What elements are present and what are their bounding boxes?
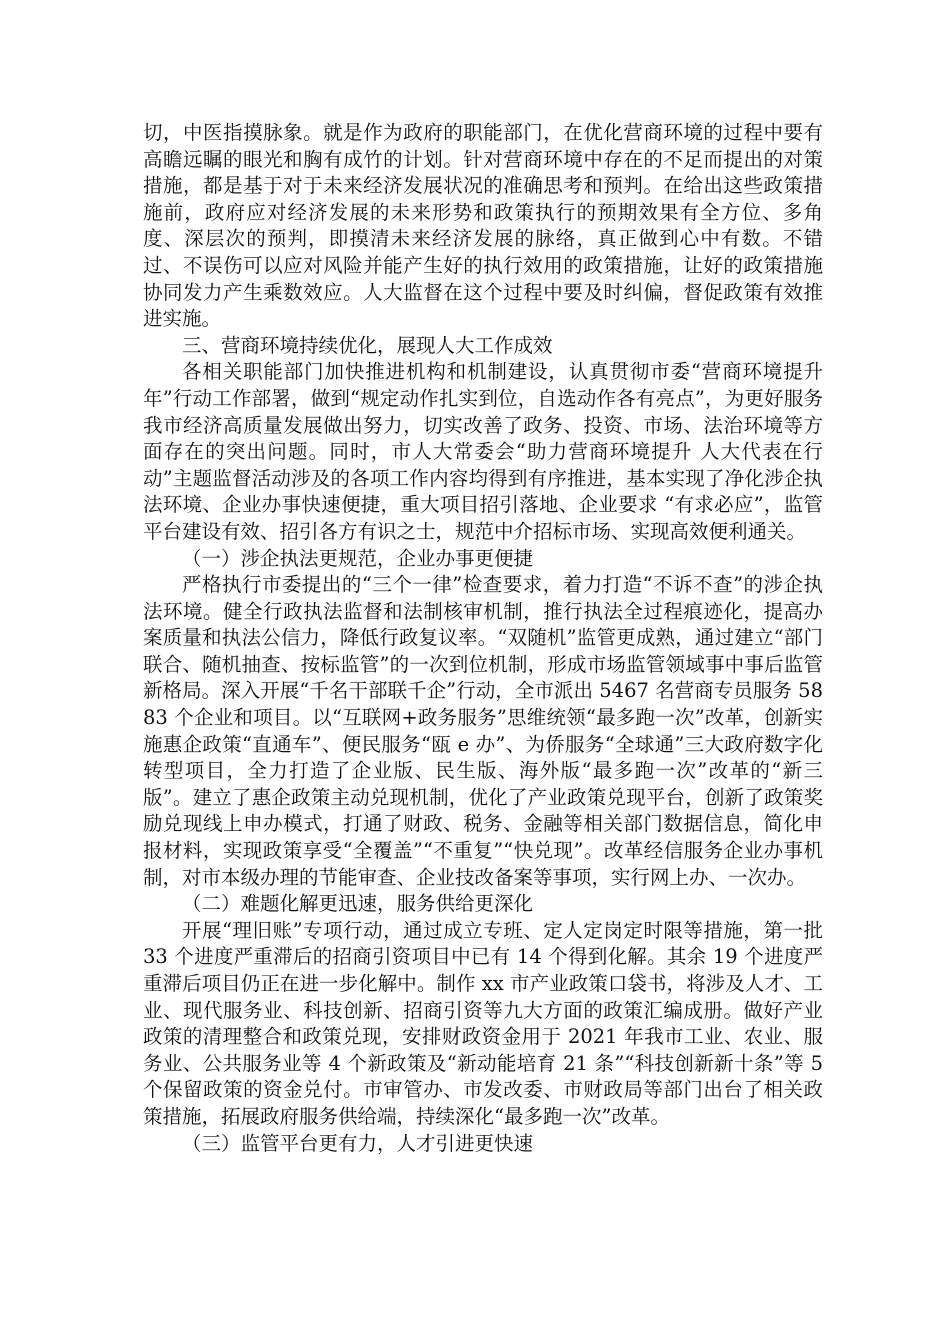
paragraph-body: 各相关职能部门加快推进机构和机制建设，认真贯彻市委“营商环境提升年”行动工作部署，做到“规定动作扎实到位，自选动作各有亮点”，为更好服务我市经济高质量发展做出努力，切实改善了政务、投资、市场、法治环境等方面存在的突出问题。同时，市人大常委会“助力营商环境提升 人大代表在行动”主题监督活动涉及的各项工作内容均得到有序推进，基本实现了净化涉企执法环境、企业办事快速便捷，重大项目招引落地、企业要求 “有求必应”，监管平台建设有效、招引各方有识之士，规范中介招标市场、实现高效便利通关。 [143, 360, 823, 543]
subsection-heading-1: （一）涉企执法更规范，企业办事更便捷 [182, 546, 534, 570]
subsection-heading-3: （三）监管平台更有力，人才引进更快速 [182, 1131, 534, 1155]
document-body [143, 120, 823, 1157]
paragraph-continuation: 切，中医指摸脉象。就是作为政府的职能部门，在优化营商环境的过程中要有高瞻远瞩的眼光和胸有成竹的计划。针对营商环境中存在的不足而提出的对策措施，都是基于对于未来经济发展状况的准确思考和预判。在给出这些政策措施前，政府应对经济发展的未来形势和政策执行的预期效果有全方位、多角度、深层次的预判，即摸清未来经济发展的脉络，真正做到心中有数。不错过、不误伤可以应对风险并能产生好的执行效用的政策措施，让好的政策措施协同发力产生乘数效应。人大监督在这个过程中要及时纠偏，督促政策有效推进实施。 [143, 121, 823, 331]
subsection-heading-2: （二）难题化解更迅速，服务供给更深化 [182, 892, 534, 916]
paragraph-body: 严格执行市委提出的“三个一律”检查要求，着力打造“不诉不查”的涉企执法环境。健全行政执法监督和法制核审机制，推行执法全过程痕迹化，提高办案质量和执法公信力，降低行政复议率。“双随机”监管更成熟，通过建立“部门联合、随机抽查、按标监管”的一次到位机制，形成市场监管领域事中事后监管新格局。深入开展“千名干部联千企”行动，全市派出 5467 名营商专员服务 5883 个企业和项目。以“互联网+政务服务”思维统领“最多跑一次”改革，创新实施惠企政策“直通车”、便民服务“瓯 e 办”、为侨服务“全球通”三大政府数字化转型项目，全力打造了企业版、民生版、海外版“最多跑一次”改革的“新三版”。建立了惠企政策主动兑现机制，优化了产业政策兑现平台，创新了政策奖励兑现线上申办模式，打通了财政、税务、金融等相关部门数据信息，简化申报材料，实现政策享受“全覆盖”“不重复”“快兑现”。改革经信服务企业办事机制，对市本级办理的节能审查、企业技改备案等事项，实行网上办、一次办。 [143, 573, 823, 889]
paragraph-body: 开展“理旧账”专项行动，通过成立专班、定人定岗定时限等措施，第一批 33 个进度严重滞后的招商引资项目中已有 14 个得到化解。其余 19 个进度严重滞后项目仍正在进一步化解中。制作 xx 市产业政策口袋书，将涉及人才、工业、现代服务业、科技创新、招商引资等九大方面的政策汇编成册。做好产业政策的清理整合和政策兑现，安排财政资金用于 2021 年我市工业、农业、服务业、公共服务业等 4 个新政策及“新动能培育 21 条”“科技创新新十条”等 5 个保留政策的资金兑付。市审管办、市发改委、市财政局等部门出台了相关政策措施，拓展政府服务供给端，持续深化“最多跑一次”改革。 [143, 918, 823, 1128]
section-heading-3: 三、营商环境持续优化，展现人大工作成效 [182, 333, 553, 357]
